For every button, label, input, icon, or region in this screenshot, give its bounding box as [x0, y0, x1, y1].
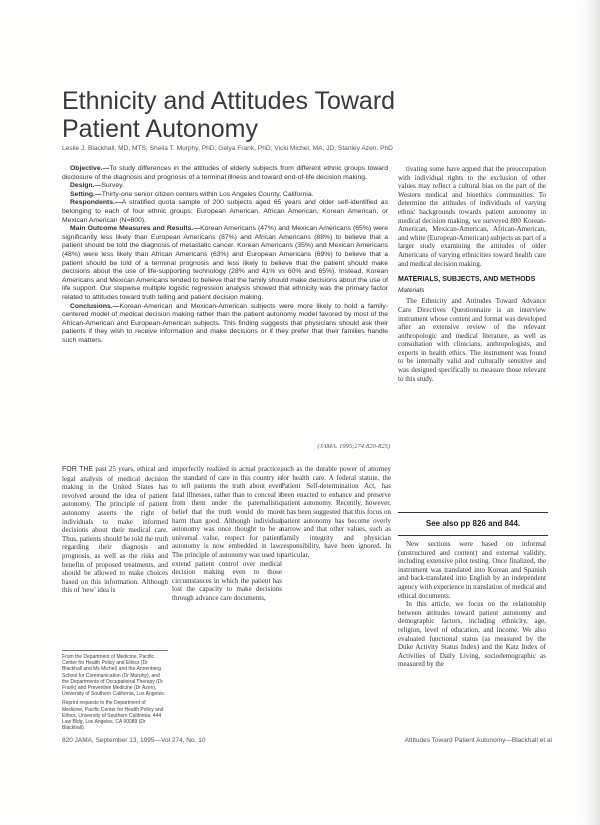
abstract-conclusions	[62, 303, 388, 346]
setting-label: Setting.—	[70, 190, 102, 198]
body-text-4b: In this article, we focus on the relationship between attitudes toward patient autonomy and demographic factors, including ethnicity, age, religion, level of education, and income. We also evaluated functional status (as measured by the Duke Activity Status Index) and the Katz Index of Activities of Daily Living, sociodemographic as measured by the	[398, 600, 546, 669]
intro-paragraph: tivating some have argued that the preoccupation with individual rights to the exclusion of other values may reflect a cultural bias on the part of the Western medical and bioethics communities. To determine the attitudes of individuals of varying ethnic backgrounds towards patient autonomy in medical decision making, we surveyed 800 Korean-American, Mexican-American, African-American, and white (European-American) subjects as part of a larger study examining the attitudes of older Americans of varying ethnicities toward health care and medical decision making.	[398, 165, 546, 268]
footnote-reprints: Reprint requests to the Department of Medicine, Pacific Center for Health Policy and Ethics, University of Southern California, 444 Law Bldg, Los Angeles, CA 90089 (Dr Blackhall).	[62, 700, 164, 732]
outcome-text: Korean Americans (47%) and Mexican Americans (65%) were significantly less likely than European Americans (87%) and African Americans (88%) to believe that a patient should be told the diagnosis of metastatic cancer. Korean Americans (35%) and Mexican Americans (48%) were less likely than African Americans (63%) and European Americans (69%) to believe that a patient should be told of a terminal prognosis and less likely to believe that the patient should make decisions about the use of life-supporting technology (28% and 41% vs 60% and 65%). Instead, Korean Americans and Mexican Americans tended to believe that the family should make decisions about the use of life support. Our stepwise multiple logistic regression analysis showed that ethnicity was the primary factor related to attitudes toward truth telling and patient decision making.	[62, 225, 388, 301]
body-text-4a: New sections were based on informal (unstructured and content) and external validity, including extensive pilot testing. Once finalized, the instrument was translated into Korean and Spanish and back-translated into English by an independent agency with experience in translation of medical and ethical documents.	[398, 540, 546, 600]
section-heading: MATERIALS, SUBJECTS, AND METHODS	[398, 276, 536, 284]
footnote-affiliation: From the Department of Medicine, Pacific Center for Health Policy and Ethics (Dr Blackhall and Ms Michel) and the Annenberg School for Communication (Dr Murphy), and the Departments of Occupational Therapy (Dr Frank) and Preventive Medicine (Dr Azen), University of Southern California, Los Angeles.	[62, 654, 166, 698]
conclusions-text: Korean-American and Mexican-American subjects were more likely to hold a family-centered model of medical decision making rather than the patient autonomy model favored by most of the African-American and European-American subjects. This finding suggests that physicians should ask their patients if they wish to receive information and make decisions or if they prefer that their families handle such matters.	[62, 302, 388, 344]
abstract	[62, 165, 388, 345]
objective-text: To study differences in the attitudes of elderly subjects from different ethnic groups toward disclosure of the diagnosis and prognosis of a terminal illness and toward end-of-life decision making.	[62, 165, 388, 181]
design-text: Survey.	[101, 182, 124, 190]
design-label: Design.—	[70, 182, 102, 190]
objective-label: Objective.—	[70, 165, 110, 172]
body-column-3	[281, 465, 391, 560]
outcome-label: Main Outcome Measures and Results.—	[70, 225, 201, 233]
body-column-2	[172, 465, 282, 603]
footer-right: Attitudes Toward Patient Autonomy—Blackhall et al	[404, 737, 552, 744]
body-column-1	[62, 465, 168, 595]
abstract-citation: (JAMA. 1995;274:820-825)	[317, 443, 390, 450]
right-column-top	[398, 165, 546, 383]
footnote	[62, 650, 168, 734]
abstract-design	[62, 182, 388, 191]
conclusions-label: Conclusions.—	[70, 302, 120, 310]
subsection-heading: Materials	[398, 286, 425, 294]
abstract-setting	[62, 191, 388, 200]
setting-text: Thirty-one senior citizen centers within Los Angeles County, California.	[101, 190, 314, 198]
author-line: Leslie J. Blackhall, MD, MTS; Sheila T. Murphy, PhD; Gelya Frank, PhD; Vicki Michel, MA, JD; Stanley Azen, PhD	[62, 145, 393, 152]
body-column-4	[398, 540, 546, 669]
body-paragraph-1	[62, 465, 168, 595]
lead-in: FOR THE	[62, 466, 94, 473]
body-text-1: past 25 years, ethical and legal analysis of medical decision making in the United States has revolved around the idea of patient autonomy. The principle of patient autonomy asserts the right of individuals to make informed decisions about their medical care. Thus, patients should be told the truth regarding their diagnosis and prognosis, as well as the risks and benefits of proposed treatments, and should be allowed to make choices based on this information. Although this of 'new' idea is	[62, 465, 168, 595]
materials-paragraph: The Ethnicity and Attitudes Toward Advance Care Directives Questionnaire is an interview instrument whose content and format was developed after an extensive review of the relevant anthropologic and medical literature, as well as consultation with clinicians, anthropologists, and experts in health ethics. The instrument was found to be internally valid and culturally sensitive and was designed specifically to measure those relevant to this study.	[398, 297, 546, 383]
respondents-label: Respondents.—	[70, 199, 122, 207]
abstract-respondents	[62, 199, 388, 225]
abstract-outcome	[62, 225, 388, 302]
see-also-box[interactable]: See also pp 826 and 844.	[398, 512, 548, 536]
abstract-objective	[62, 165, 388, 182]
body-text-2: imperfectly realized in actual practice, the standard of care in this country is to tell patients the truth about even fatal illnesses, rather than to conceal it from them under the paternalistic belief that the truth would do more harm than good. Although individual autonomy was once thought to be a universal value, respect for patient autonomy is now embedded in law. The principle of autonomy was used to extend patient control over medical decision making even to those circumstances in which the patient has lost the capacity to make decisions through advance care documents,	[172, 465, 282, 602]
body-text-3: such as the durable power of attorney for health care. A federal statute, the Patient Self-determination Act, has been enacted to enhance and preserve patient autonomy. Recently, however, it has been suggested that this focus on patient autonomy has become overly narrow and that other values, such as family integrity and physician responsibility, have been ignored. In particular,	[281, 465, 391, 559]
respondents-text: A stratified quota sample of 200 subjects aged 65 years and older self-identified as belonging to each of four ethnic groups: European American, African American, Korean American, or Mexican American (N=800).	[62, 199, 388, 224]
article-title: Ethnicity and Attitudes Toward Patient Autonomy	[62, 86, 396, 143]
footer-left: 820 JAMA, September 13, 1995—Vol 274, No. 10	[62, 737, 206, 744]
